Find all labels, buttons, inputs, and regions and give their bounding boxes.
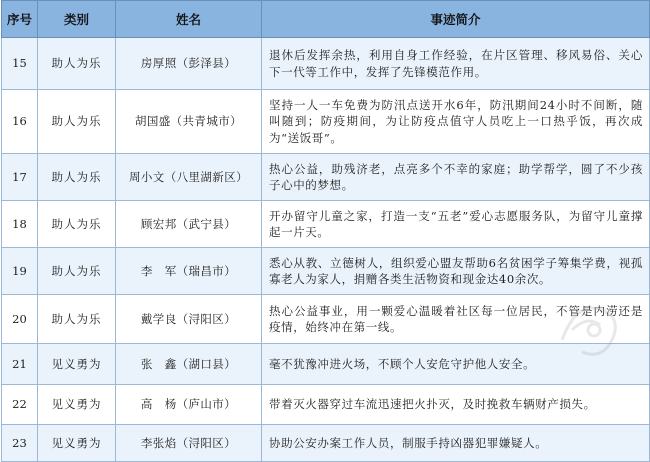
- table-row: [2, 90, 650, 154]
- row-number: 22: [2, 385, 38, 425]
- row-name: 房厚照（彭泽县）: [116, 38, 262, 90]
- row-description: 悉心从教、立德树人，组织爱心盟友帮助6名贫困学子筹集学费，视孤寡老人为家人，捐赠各类生活物资和现金达40余次。: [262, 248, 650, 295]
- row-name: 周小文（八里湖新区）: [116, 154, 262, 201]
- table-row: [2, 248, 650, 295]
- header-category: 类别: [38, 1, 116, 38]
- header-name: 姓名: [116, 1, 262, 38]
- deeds-table: [1, 0, 650, 462]
- row-number: 21: [2, 344, 38, 385]
- row-description: 退休后发挥余热，利用自身工作经验，在片区管理、移风易俗、关心下一代等工作中，发挥了先锋模范作用。: [262, 38, 650, 90]
- table-header: [2, 1, 650, 38]
- table-row: [2, 295, 650, 344]
- header-row: [2, 1, 650, 38]
- row-description: 毫不犹豫冲进火场，不顾个人安危守护他人安全。: [262, 344, 650, 385]
- table-row: [2, 201, 650, 248]
- row-category: 见义勇为: [38, 344, 116, 385]
- header-description: 事迹简介: [262, 1, 650, 38]
- row-description: 带着灭火器穿过车流迅速把火扑灭，及时挽救车辆财产损失。: [262, 385, 650, 425]
- row-name: 高 杨（庐山市）: [116, 385, 262, 425]
- table-row: [2, 154, 650, 201]
- row-number: 17: [2, 154, 38, 201]
- row-name: 胡国盛（共青城市）: [116, 90, 262, 154]
- row-category: 助人为乐: [38, 248, 116, 295]
- row-description: 热心公益，助残济老，点亮多个不幸的家庭；助学帮学，圆了不少孩子心中的梦想。: [262, 154, 650, 201]
- header-number: 序号: [2, 1, 38, 38]
- row-name: 李张焰（浔阳区）: [116, 425, 262, 462]
- row-number: 16: [2, 90, 38, 154]
- row-number: 15: [2, 38, 38, 90]
- row-description: 热心公益事业，用一颗爱心温暖着社区每一位居民，不管是内涝还是疫情，始终冲在第一线。: [262, 295, 650, 344]
- row-description: 坚持一人一车免费为防汛点送开水6年，防汛期间24小时不间断，随叫随到；防疫期间，为让防疫点值守人员吃上一口热乎饭，再次成为“送饭哥”。: [262, 90, 650, 154]
- row-category: 见义勇为: [38, 385, 116, 425]
- table-body: [2, 38, 650, 462]
- table-row: [2, 344, 650, 385]
- row-name: 顾宏邦（武宁县）: [116, 201, 262, 248]
- row-number: 18: [2, 201, 38, 248]
- row-category: 助人为乐: [38, 201, 116, 248]
- row-number: 20: [2, 295, 38, 344]
- row-category: 助人为乐: [38, 154, 116, 201]
- row-category: 助人为乐: [38, 38, 116, 90]
- table-row: [2, 385, 650, 425]
- row-number: 19: [2, 248, 38, 295]
- row-name: 戴学良（浔阳区）: [116, 295, 262, 344]
- row-category: 助人为乐: [38, 295, 116, 344]
- table-row: [2, 38, 650, 90]
- table-row: [2, 425, 650, 462]
- row-name: 李 军（瑞昌市）: [116, 248, 262, 295]
- row-category: 助人为乐: [38, 90, 116, 154]
- row-description: 协助公安办案工作人员，制服手持凶器犯罪嫌疑人。: [262, 425, 650, 462]
- row-category: 见义勇为: [38, 425, 116, 462]
- row-description: 开办留守儿童之家，打造一支“五老”爱心志愿服务队，为留守儿童撑起一片天。: [262, 201, 650, 248]
- row-name: 张 鑫（湖口县）: [116, 344, 262, 385]
- row-number: 23: [2, 425, 38, 462]
